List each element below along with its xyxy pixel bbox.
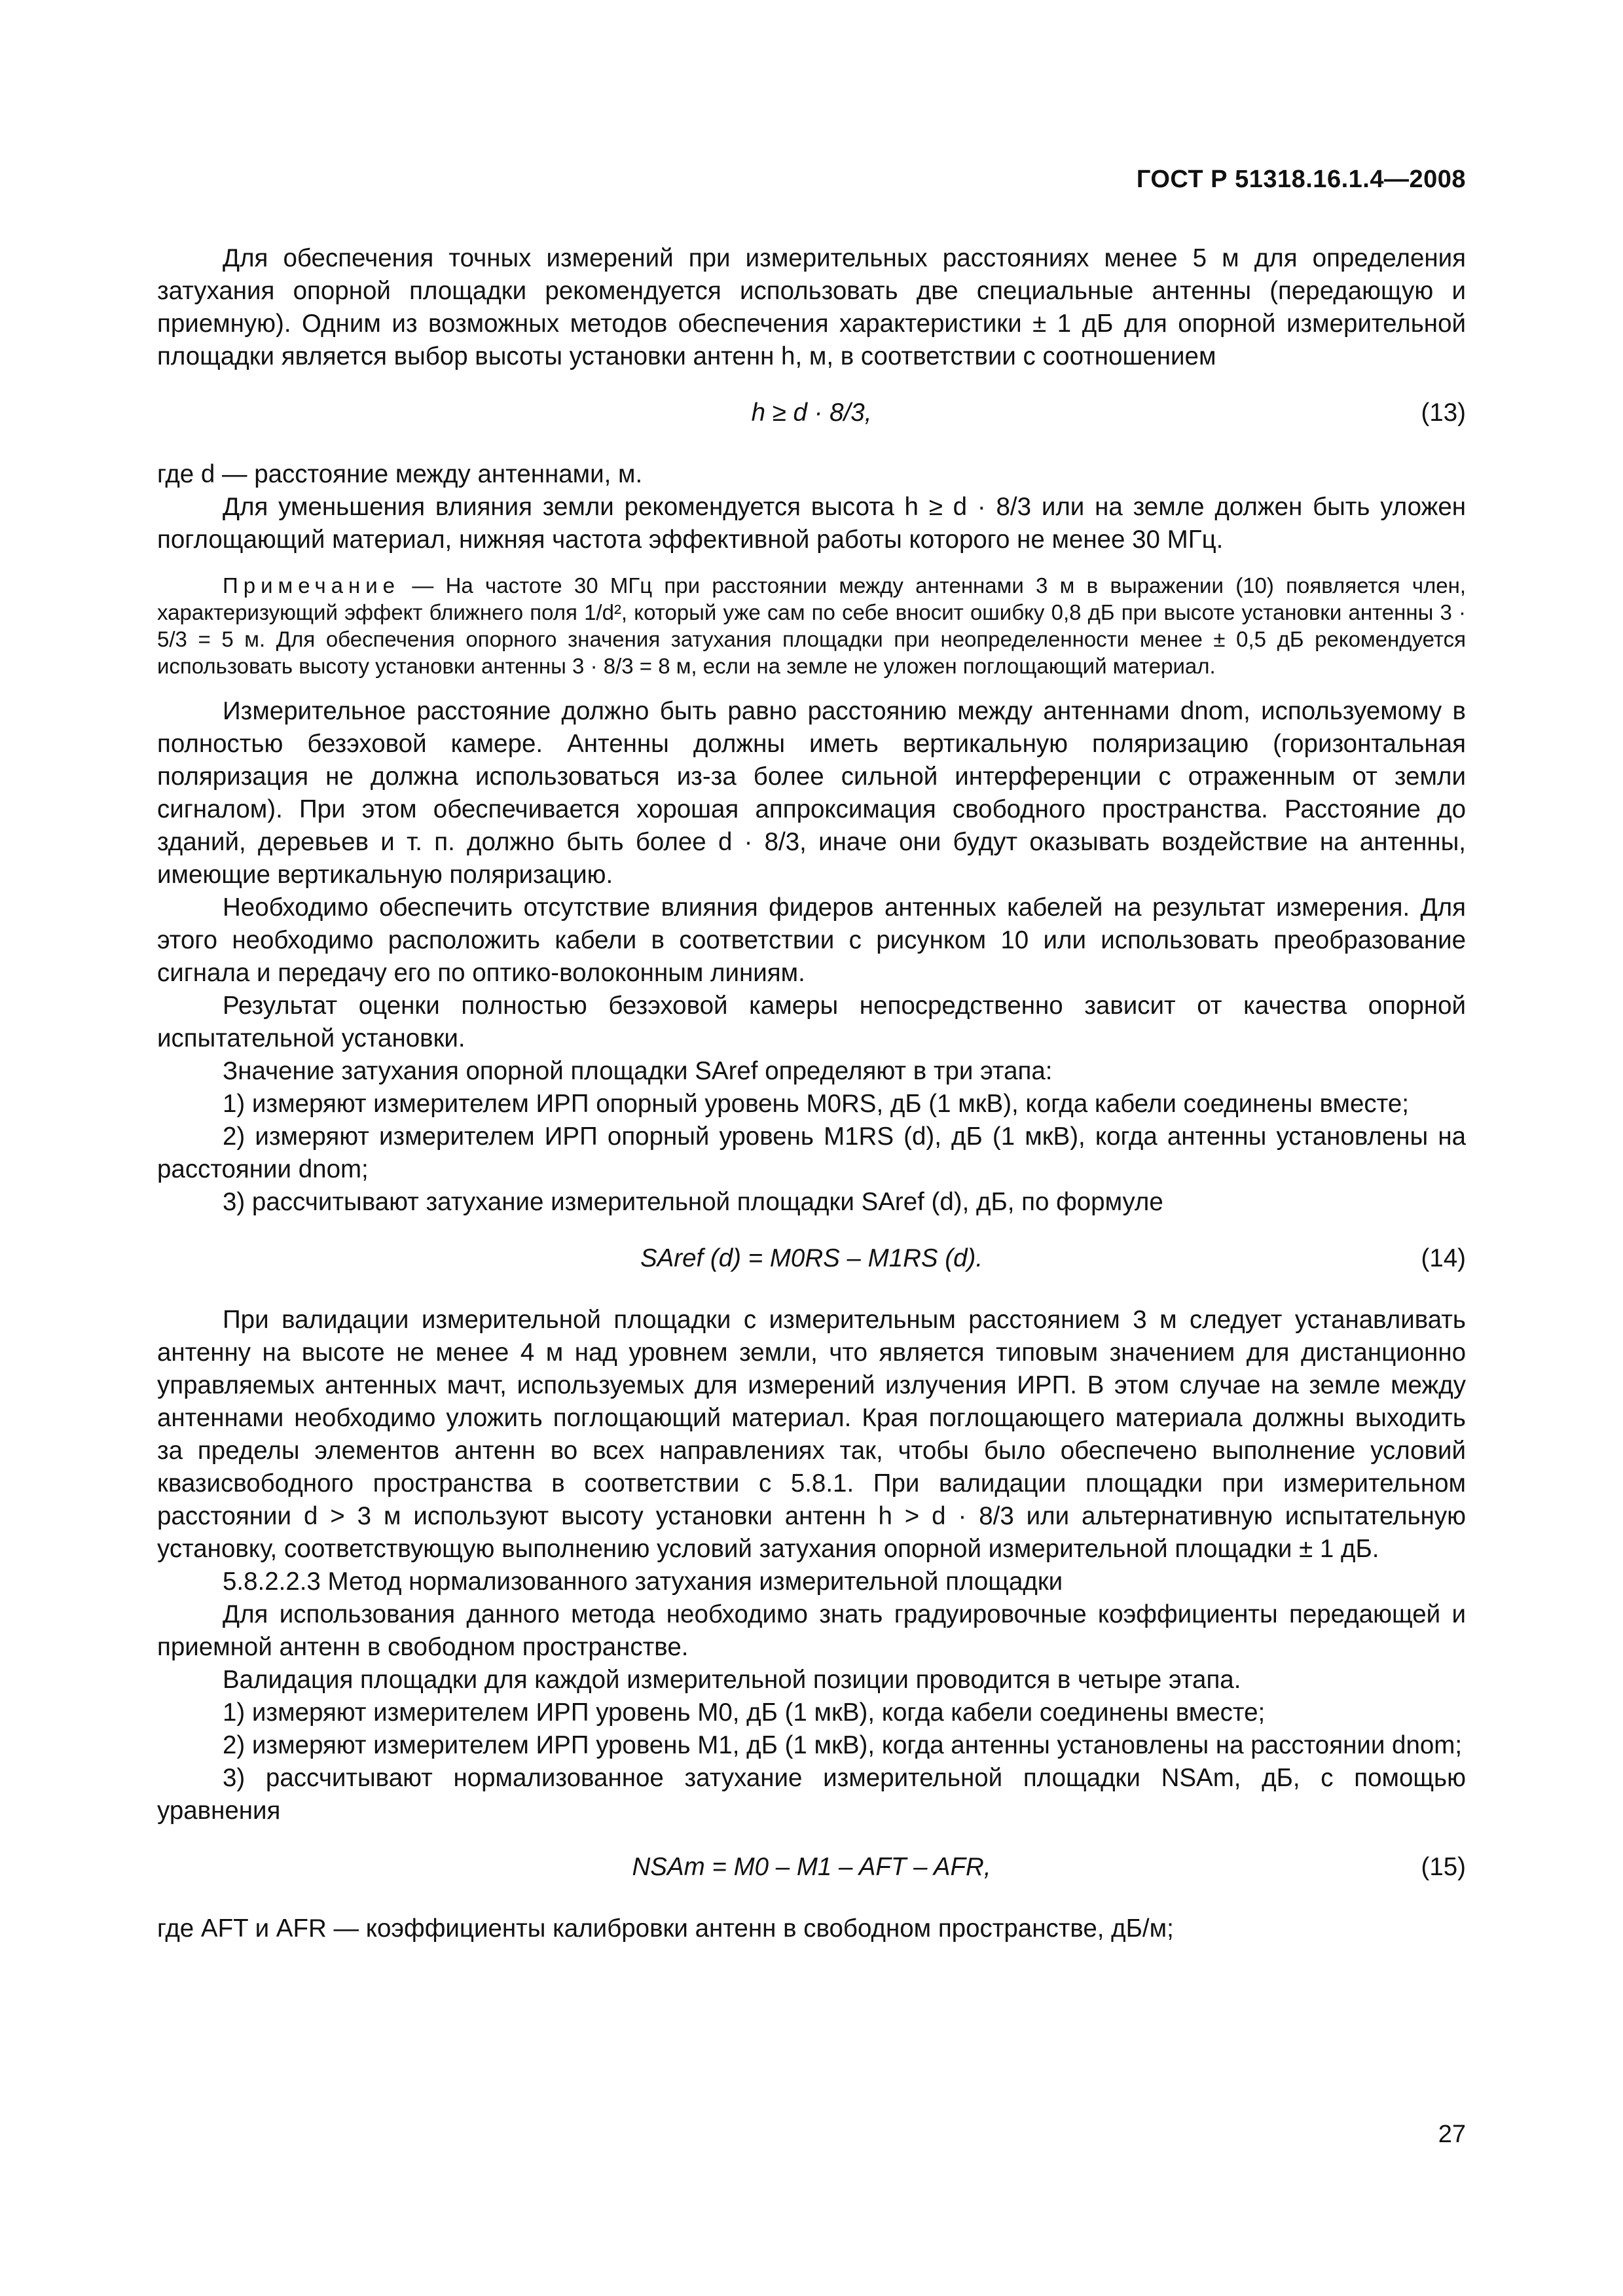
note bbox=[157, 572, 1466, 679]
list-item: 2) измеряют измерителем ИРП опорный уровень M1RS (d), дБ (1 мкВ), когда антенны установлены на расстоянии dnom; bbox=[157, 1122, 1466, 1183]
paragraph: Результат оценки полностью безэховой камеры непосредственно зависит от качества опорной испытательной установки. bbox=[157, 992, 1466, 1052]
equation-formula: NSAm = M0 – M1 – AFT – AFR, bbox=[632, 1853, 991, 1881]
list-item: 2) измеряют измерителем ИРП уровень M1, дБ (1 мкВ), когда антенны установлены на расстоянии dnom; bbox=[223, 1731, 1463, 1759]
document-body bbox=[157, 242, 1466, 1945]
list-item: 3) рассчитывают затухание измерительной площадки SAref (d), дБ, по формуле bbox=[223, 1188, 1163, 1216]
note-label: Примечание bbox=[223, 573, 401, 598]
equation-number: (13) bbox=[1421, 399, 1466, 427]
list-item: 1) измеряют измерителем ИРП уровень M0, дБ (1 мкВ), когда кабели соединены вместе; bbox=[223, 1698, 1266, 1727]
equation-13 bbox=[157, 397, 1466, 429]
paragraph: Валидация площадки для каждой измерительной позиции проводится в четыре этапа. bbox=[223, 1666, 1241, 1694]
equation-formula: h ≥ d · 8/3, bbox=[751, 399, 872, 427]
equation-15 bbox=[157, 1851, 1466, 1884]
paragraph: Значение затухания опорной площадки SAref определяют в три этапа: bbox=[223, 1057, 1053, 1085]
paragraph: Для уменьшения влияния земли рекомендуется высота h ≥ d · 8/3 или на земле должен быть уложен поглощающий материал, нижняя частота эффективной работы которого не менее 30 МГц. bbox=[157, 493, 1466, 554]
paragraph: Для использования данного метода необходимо знать градуировочные коэффициенты передающей и приемной антенн в свободном пространстве. bbox=[157, 1600, 1466, 1661]
note-text: — На частоте 30 МГц при расстоянии между антеннами 3 м в выражении (10) появляется член, характеризующий эффект ближнего поля 1/d², который уже сам по себе вносит ошибку 0,8 дБ при высоте установки антенны 3 · 5/3 = 5 м. Для обеспечения опорного значения затухания площадки при неопределенности менее ± 0,5 дБ рекомендуется использовать высоту установки антенны 3 · 8/3 = 8 м, если на земле не уложен поглощающий материал. bbox=[157, 573, 1467, 678]
paragraph: где d — расстояние между антеннами, м. bbox=[157, 460, 643, 488]
paragraph: Измерительное расстояние должно быть равно расстоянию между антеннами dnom, используемому в полностью безэховой камере. Антенны должны иметь вертикальную поляризацию (горизонтальная поляризация не должна использоваться из-за более сильной интерференции с отраженным от земли сигналом). При этом обеспечивается хорошая аппроксимация свободного пространства. Расстояние до зданий, деревьев и т. п. должно быть более d · 8/3, иначе они будут оказывать воздействие на антенны, имеющие вертикальную поляризацию. bbox=[157, 697, 1466, 889]
document-code-header: ГОСТ Р 51318.16.1.4—2008 bbox=[1136, 166, 1466, 193]
page-number: 27 bbox=[1438, 2121, 1466, 2148]
paragraph: где AFT и AFR — коэффициенты калибровки антенн в свободном пространстве, дБ/м; bbox=[157, 1914, 1174, 1943]
paragraph: Необходимо обеспечить отсутствие влияния фидеров антенных кабелей на результат измерения. Для этого необходимо расположить кабели в соответствии с рисунком 10 или использовать преобразование сигнала и передачу его по оптико-волоконным линиям. bbox=[157, 893, 1466, 987]
section-heading: 5.8.2.2.3 Метод нормализованного затухания измерительной площадки bbox=[223, 1568, 1063, 1596]
equation-number: (15) bbox=[1421, 1853, 1466, 1881]
equation-formula: SAref (d) = M0RS – M1RS (d). bbox=[640, 1244, 983, 1272]
equation-14 bbox=[157, 1242, 1466, 1275]
list-item: 3) рассчитывают нормализованное затухание измерительной площадки NSAm, дБ, с помощью уравнения bbox=[157, 1764, 1466, 1825]
equation-number: (14) bbox=[1421, 1244, 1466, 1272]
paragraph: При валидации измерительной площадки с измерительным расстоянием 3 м следует устанавливать антенну на высоте не менее 4 м над уровнем земли, что является типовым значением для дистанционно управляемых антенных мачт, используемых для измерений излучения ИРП. В этом случае на земле между антеннами необходимо уложить поглощающий материал. Края поглощающего материала должны выходить за пределы элементов антенн во всех направлениях так, чтобы было обеспечено выполнение условий квазисвободного пространства в соответствии с 5.8.1. При валидации площадки при измерительном расстоянии d > 3 м используют высоту установки антенн h > d · 8/3 или альтернативную испытательную установку, соответствующую выполнению условий затухания опорной измерительной площадки ± 1 дБ. bbox=[157, 1306, 1466, 1563]
paragraph: Для обеспечения точных измерений при измерительных расстояниях менее 5 м для определения затухания опорной площадки рекомендуется использовать две специальные антенны (передающую и приемную). Одним из возможных методов обеспечения характеристики ± 1 дБ для опорной измерительной площадки является выбор высоты установки антенн h, м, в соответствии с соотношением bbox=[157, 244, 1466, 370]
list-item: 1) измеряют измерителем ИРП опорный уровень M0RS, дБ (1 мкВ), когда кабели соединены вместе; bbox=[223, 1090, 1409, 1118]
